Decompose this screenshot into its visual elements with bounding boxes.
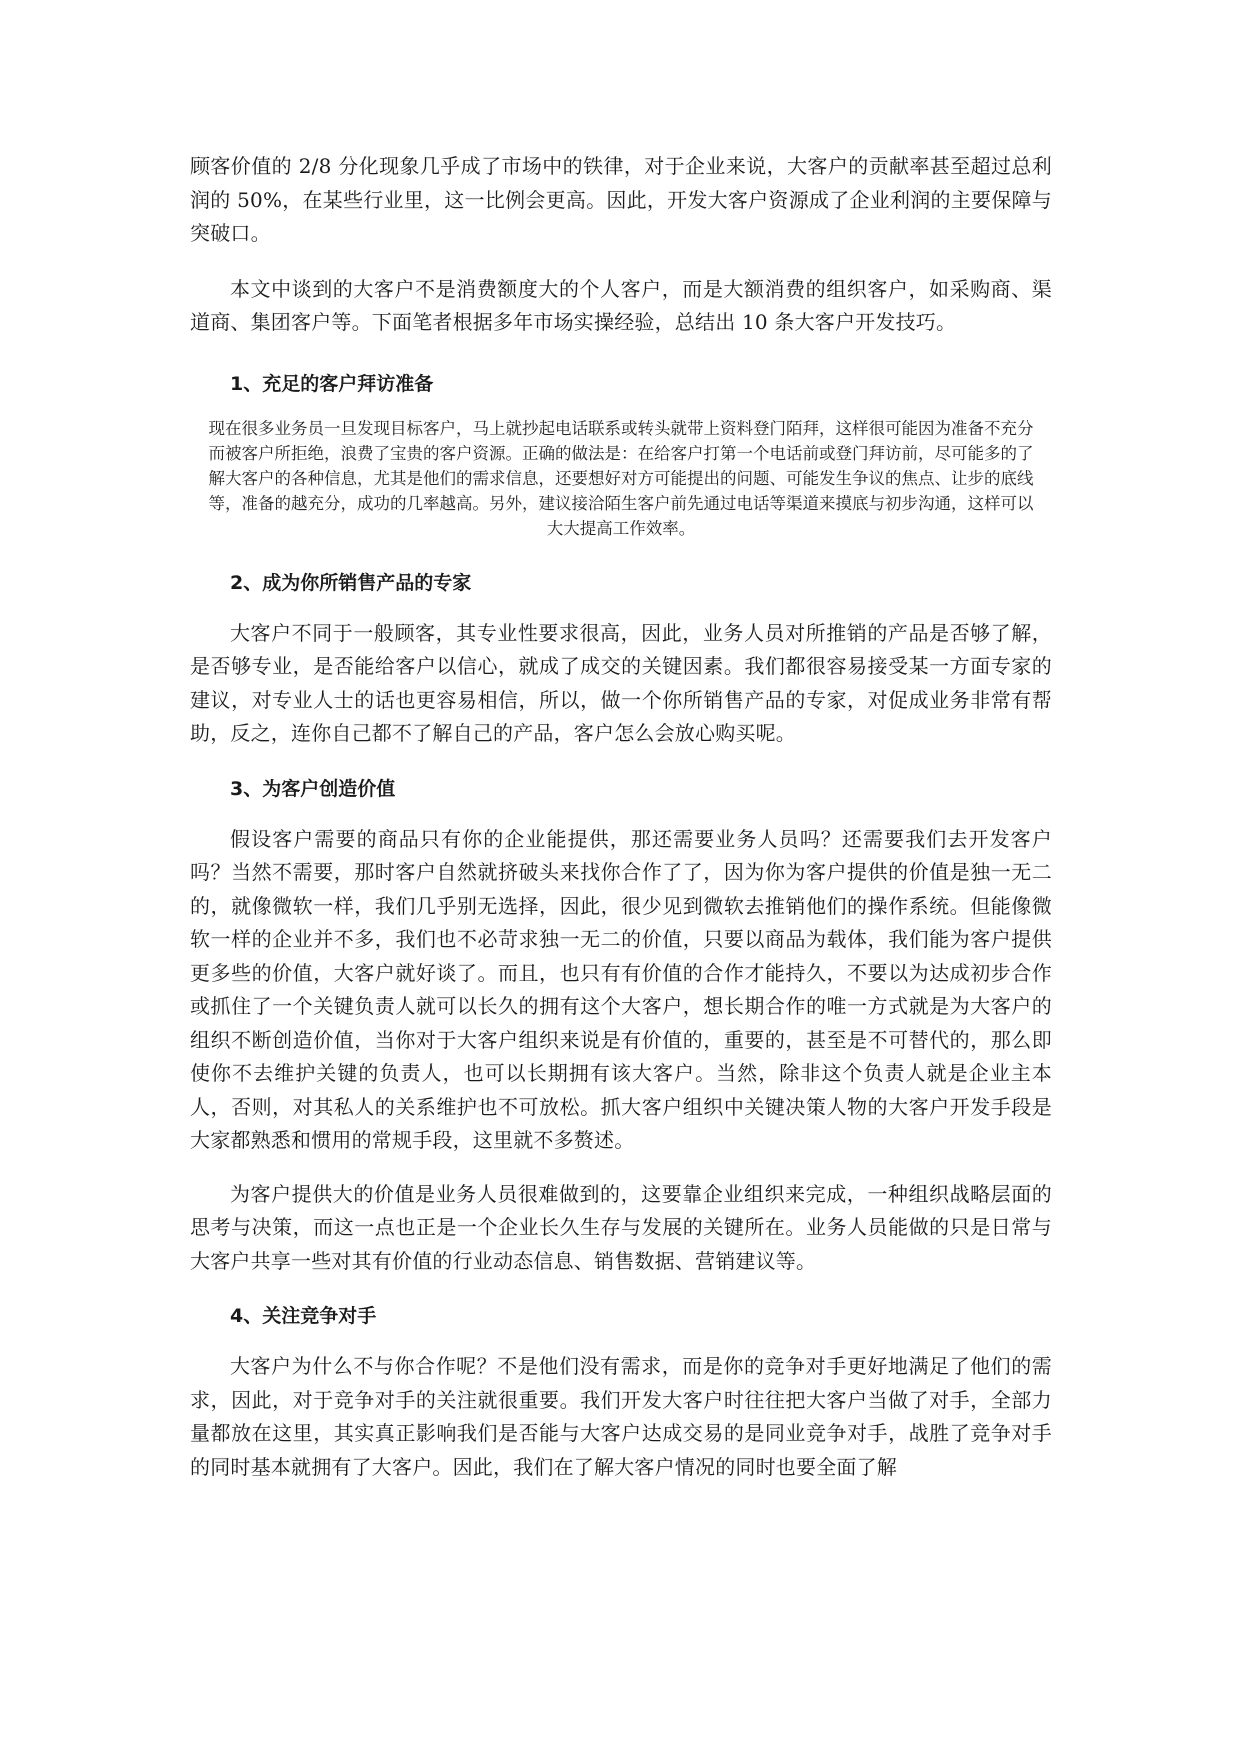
section-3-paragraph-1: 假设客户需要的商品只有你的企业能提供，那还需要业务人员吗？还需要我们去开发客户吗？当然不需要，那时客户自然就挤破头来找你合作了了，因为你为客户提供的价值是独一无二的，就像微软一样，我们几乎别无选择，因此，很少见到微软去推销他们的操作系统。但能像微软一样的企业并不多，我们也不必苛求独一无二的价值，只要以商品为载体，我们能为客户提供更多些的价值，大客户就好谈了。而且，也只有有价值的合作才能持久，不要以为达成初步合作或抓住了一个关键负责人就可以长久的拥有这个大客户，想长期合作的唯一方式就是为大客户的组织不断创造价值，当你对于大客户组织来说是有价值的，重要的，甚至是不可替代的，那么即使你不去维护关键的负责人，也可以长期拥有该大客户。当然，除非这个负责人就是企业主本人，否则，对其私人的关系维护也不可放松。抓大客户组织中关键决策人物的大客户开发手段是大家都熟悉和惯用的常规手段，这里就不多赘述。 — [190, 826, 1052, 1152]
section-1-body: 现在很多业务员一旦发现目标客户，马上就抄起电话联系或转头就带上资料登门陌拜，这样很可能因为准备不充分而被客户所拒绝，浪费了宝贵的客户资源。正确的做法是：在给客户打第一个电话前或登门拜访前，尽可能多的了解大客户的各种信息，尤其是他们的需求信息，还要想好对方可能提出的问题、可能发生争议的焦点、让步的底线等，准备的越充分，成功的几率越高。另外，建议接洽陌生客户前先通过电话等渠道来摸底与初步沟通，这样可以大大提高工作效率。 — [208, 418, 1034, 538]
section-3-paragraph-2: 为客户提供大的价值是业务人员很难做到的，这要靠企业组织来完成，一种组织战略层面的思考与决策，而这一点也正是一个企业长久生存与发展的关键所在。业务人员能做的只是日常与大客户共享一些对其有价值的行业动态信息、销售数据、营销建议等。 — [190, 1181, 1052, 1273]
intro-paragraph-2: 本文中谈到的大客户不是消费额度大的个人客户，而是大额消费的组织客户，如采购商、渠道商、集团客户等。下面笔者根据多年市场实操经验，总结出 10 条大客户开发技巧。 — [190, 276, 1052, 334]
intro-paragraph-1: 顾客价值的 2/8 分化现象几乎成了市场中的铁律，对于企业来说，大客户的贡献率甚至超过总利润的 50%，在某些行业里，这一比例会更高。因此，开发大客户资源成了企业利润的主要保障与突破口。 — [190, 154, 1052, 245]
section-2-paragraph-1: 大客户不同于一般顾客，其专业性要求很高，因此，业务人员对所推销的产品是否够了解，是否够专业，是否能给客户以信心，就成了成交的关键因素。我们都很容易接受某一方面专家的建议，对专业人士的话也更容易相信，所以，做一个你所销售产品的专家，对促成业务非常有帮助，反之，连你自己都不了解自己的产品，客户怎么会放心购买呢。 — [190, 620, 1052, 745]
section-heading-1: 1、充足的客户拜访准备 — [230, 372, 434, 395]
section-4-paragraph-1: 大客户为什么不与你合作呢？不是他们没有需求，而是你的竞争对手更好地满足了他们的需求，因此，对于竞争对手的关注就很重要。我们开发大客户时往往把大客户当做了对手，全部力量都放在这里，其实真正影响我们是否能与大客户达成交易的是同业竞争对手，战胜了竞争对手的同时基本就拥有了大客户。因此，我们在了解大客户情况的同时也要全面了解 — [190, 1354, 1052, 1479]
section-heading-4: 4、关注竞争对手 — [230, 1305, 377, 1327]
document-page — [190, 150, 1052, 1484]
section-heading-2: 2、成为你所销售产品的专家 — [230, 571, 472, 594]
section-heading-3: 3、为客户创造价值 — [230, 777, 396, 800]
